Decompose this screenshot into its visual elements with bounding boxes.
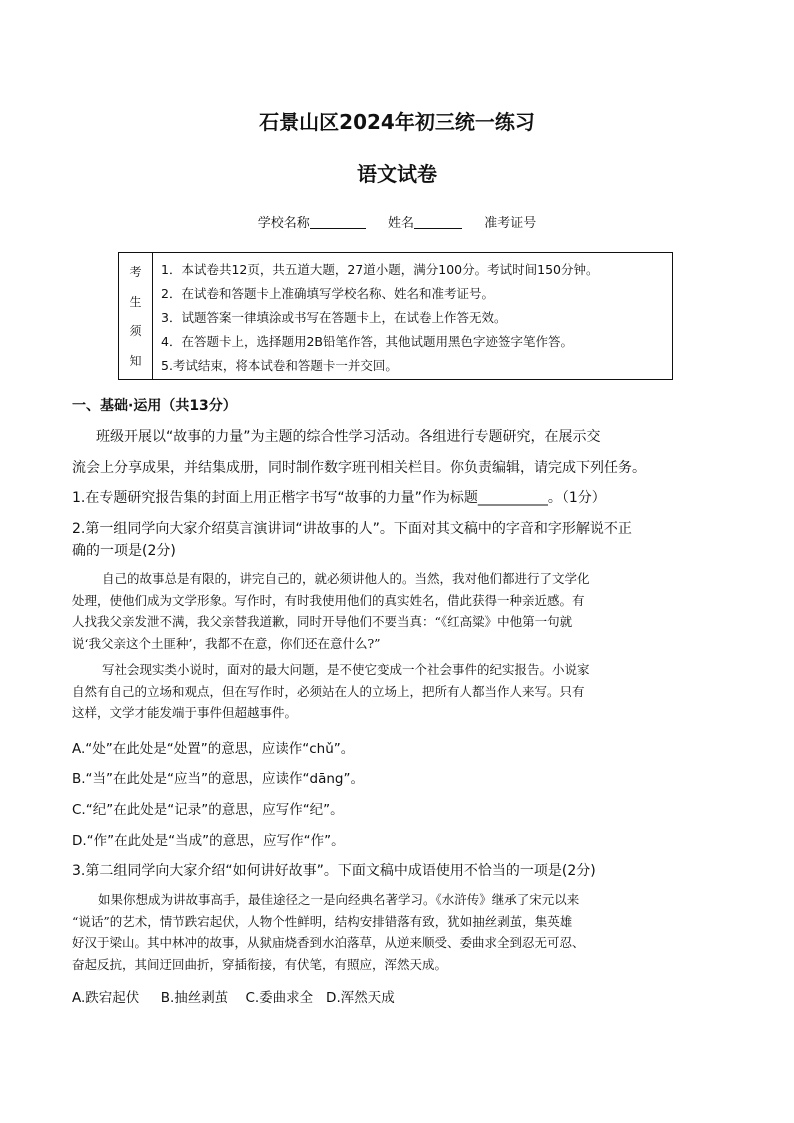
name-blank <box>414 216 462 229</box>
exam-notice-box <box>118 252 673 380</box>
question-1: 1.在专题研究报告集的封面上用正楷字书写“故事的力量”作为标题__________。（1分） <box>72 490 606 506</box>
notice-item: 5.考试结束，将本试卷和答题卡一并交回。 <box>161 358 398 373</box>
notice-item: 3．试题答案一律填涂或书写在答题卡上，在试卷上作答无效。 <box>161 310 507 325</box>
student-info-line <box>0 212 794 231</box>
q2-option-c: C.“纪”在此处是“记录”的意思，应写作“纪”。 <box>72 802 344 818</box>
notice-item: 2．在试卷和答题卡上准确填写学校名称、姓名和准考证号。 <box>161 286 494 301</box>
q3-passage <box>72 889 585 975</box>
notice-label <box>119 253 153 379</box>
q2-option-a: A.“处”在此处是“处置”的意思，应读作“chǔ”。 <box>72 741 355 757</box>
intro-line: 班级开展以“故事的力量”为主题的综合性学习活动。各组进行专题研究，在展示交 <box>96 429 601 445</box>
q3-options: A.跌宕起伏 B.抽丝剥茧 C.委曲求全 D.浑然天成 <box>72 990 395 1006</box>
notice-label-char: 考 <box>129 265 142 280</box>
passage-line: 自己的故事总是有限的，讲完自己的，就必须讲他人的。当然，我对他们都进行了文学化 <box>102 571 590 586</box>
passage-line: 自然有自己的立场和观点，但在写作时，必须站在人的立场上，把所有人都当作人来写。只有 <box>72 683 585 699</box>
notice-item: 4．在答题卡上，选择题用2B铅笔作答，其他试题用黑色字迹签字笔作答。 <box>161 334 573 349</box>
q2-passage-1 <box>72 568 590 654</box>
exam-subtitle: 语文试卷 <box>357 162 437 186</box>
passage-line: 人找我父亲发泄不满，我父亲替我道歉，同时开导他们不要当真：“《红高粱》中他第一句就 <box>72 614 573 629</box>
q2-option-d: D.“作”在此处是“当成”的意思，应写作“作”。 <box>72 833 345 849</box>
school-blank <box>310 216 366 229</box>
notice-label-char: 知 <box>129 353 142 368</box>
passage-line: 写社会现实类小说时，面对的最大问题，是不使它变成一个社会事件的纪实报告。小说家 <box>102 662 590 677</box>
q2-passage-2 <box>72 659 590 724</box>
passage-line: 处理，使他们成为文学形象。写作时，有时我使用他们的真实姓名，借此获得一种亲近感。有 <box>72 592 585 608</box>
exam-title: 石景山区2024年初三统一练习 <box>259 110 535 134</box>
id-label: 准考证号 <box>484 216 537 231</box>
intro-line: 流会上分享成果，并结集成册，同时制作数字班刊相关栏目。你负责编辑，请完成下列任务。 <box>72 460 646 476</box>
question-2: 确的一项是(2分) <box>72 543 176 559</box>
passage-line: 这样，文学才能发端于事件但超越事件。 <box>72 705 298 720</box>
name-label: 姓名 <box>387 216 414 231</box>
notice-items <box>153 253 672 379</box>
notice-label-char: 须 <box>129 324 142 339</box>
section-heading: 一、基础·运用（共13分） <box>72 398 237 414</box>
notice-label-char: 生 <box>129 294 142 309</box>
passage-line: 说‘我父亲这个土匪种’，我都不在意，你们还在意什么?” <box>72 635 381 651</box>
notice-item: 1．本试卷共12页，共五道大题，27道小题，满分100分。考试时间150分钟。 <box>161 262 599 277</box>
passage-line: 好汉于梁山。其中林冲的故事，从狱庙烧香到水泊落草，从逆来顺受、委曲求全到忍无可忍、 <box>72 935 585 950</box>
question-3: 3.第二组同学向大家介绍“如何讲好故事”。下面文稿中成语使用不恰当的一项是(2分) <box>72 863 596 879</box>
q2-option-b: B.“当”在此处是“应当”的意思，应读作“dāng”。 <box>72 771 364 787</box>
passage-line: 如果你想成为讲故事高手，最佳途径之一是向经典名著学习。《水浒传》继承了宋元以来 <box>98 892 580 907</box>
school-label: 学校名称 <box>257 216 310 231</box>
passage-line: “说话”的艺术，情节跌宕起伏，人物个性鲜明，结构安排错落有致，犹如抽丝剥茧，集英雄 <box>72 913 573 929</box>
question-2: 2.第一组同学向大家介绍莫言演讲词“讲故事的人”。下面对其文稿中的字音和字形解说不正 <box>72 521 632 537</box>
passage-line: 奋起反抗，其间迂回曲折，穿插衔接，有伏笔，有照应，浑然天成。 <box>72 956 448 972</box>
